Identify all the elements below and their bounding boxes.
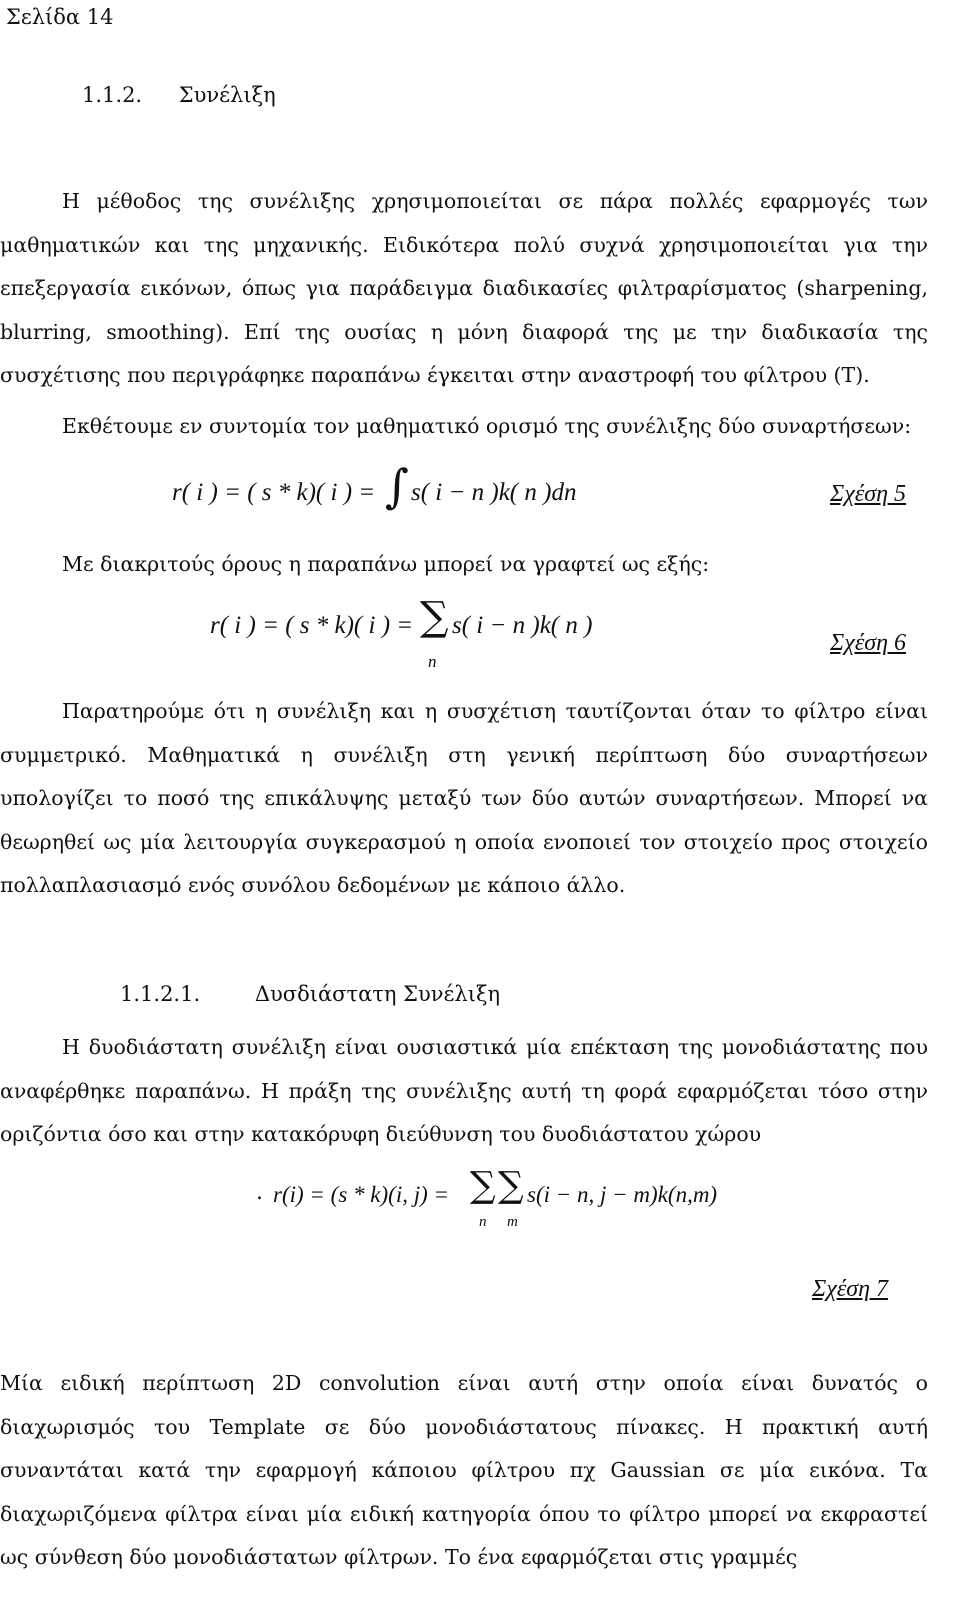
equation-6-rhs: s( i − n )k( n ) <box>452 612 593 639</box>
paragraph-discrete-intro: Με διακριτούς όρους η παραπάνω μπορεί να γραφτεί ως εξής: <box>62 552 710 576</box>
equation-5-label: Σχέση 5 <box>830 481 907 507</box>
paragraph-2d-convolution: Η δυοδιάστατη συνέλιξη είναι ουσιαστικά μία επέκταση της μονοδιάστατης που αναφέρθηκε παραπάνω. Η πράξη της συνέλιξης αυτή τη φορά εφαρμόζεται τόσο στην οριζόντια όσο και στην κατακόρυφη διεύθυνση του δυοδιάστατου χώρου <box>0 1035 928 1146</box>
equation-7-prefix: . <box>256 1180 263 1205</box>
section-number: 1.1.2. <box>82 83 143 107</box>
subsection-heading <box>120 980 500 1008</box>
paragraph-observation: Παρατηρούμε ότι η συνέλιξη και η συσχέτιση ταυτίζονται όταν το φίλτρο είναι συμμετρικό. Μαθηματικά η συνέλιξη στη γενική περίπτωση δύο συναρτήσεων υπολογίζει το ποσό της επικάλυψης μεταξύ των δύο αυτών συναρτήσεων. Μπορεί να θεωρηθεί ως μία λειτουργία συγκερασμού η οποία ενοποιεί τον στοιχείο προς στοιχείο πολλαπλασιασμό ενός συνόλου δεδομένων με κάποιο άλλο. <box>0 699 928 897</box>
paragraph-definition-intro: Εκθέτουμε εν συντομία τον μαθηματικό ορισμό της συνέλιξης δύο συναρτήσεων: <box>62 414 912 438</box>
equation-5-rhs: s( i − n )k( n )dn <box>411 479 577 506</box>
section-heading <box>82 81 276 109</box>
summation-sign-n: ∑ <box>470 1165 496 1206</box>
subsection-title: Δυσδιάστατη Συνέλιξη <box>254 982 501 1006</box>
summation-sign-m: ∑ <box>498 1165 524 1206</box>
equation-7-rhs: s(i − n, j − m)k(n,m) <box>527 1182 718 1207</box>
equation-6-label: Σχέση 6 <box>830 630 907 656</box>
equation-5-lhs: r( i ) = ( s * k)( i ) = <box>172 479 376 506</box>
summation-sign: ∑ <box>420 594 449 640</box>
summation-index: n <box>428 652 437 671</box>
equation-7-lhs: r(i) = (s * k)(i, j) = <box>273 1182 450 1207</box>
equation-7-label: Σχέση 7 <box>812 1276 889 1302</box>
integral-sign: ∫ <box>385 459 409 513</box>
summation-index-m: m <box>507 1214 518 1230</box>
equation-6-lhs: r( i ) = ( s * k)( i ) = <box>210 612 414 639</box>
page-header: Σελίδα 14 <box>6 5 114 29</box>
paragraph-intro: Η μέθοδος της συνέλιξης χρησιμοποιείται σε πάρα πολλές εφαρμογές των μαθηματικών και της μηχανικής. Ειδικότερα πολύ συχνά χρησιμοποιείται για την επεξεργασία εικόνων, όπως για παράδειγμα διαδικασίες φιλτραρίσματος (sharpening, blurring, smoothing). Επί της ουσίας η μόνη διαφορά της με την διαδικασία της συσχέτισης που περιγράφηκε παραπάνω έγκειται στην αναστροφή του φίλτρου (T). <box>0 189 928 387</box>
summation-index-n: n <box>479 1214 487 1230</box>
subsection-number: 1.1.2.1. <box>120 982 201 1006</box>
section-title: Συνέλιξη <box>178 83 276 107</box>
paragraph-separable-filters: Μία ειδική περίπτωση 2D convolution είναι αυτή στην οποία είναι δυνατός ο διαχωρισμός του Template σε δύο μονοδιάστατους πίνακες. Η πρακτική αυτή συναντάται κατά την εφαρμογή κάποιου φίλτρου πχ Gaussian σε μία εικόνα. Τα διαχωριζόμενα φίλτρα είναι μία ειδική κατηγορία όπου το φίλτρο μπορεί να εκφραστεί ως σύνθεση δύο μονοδιάστατων φίλτρων. Το ένα εφαρμόζεται στις γραμμές <box>0 1371 928 1569</box>
